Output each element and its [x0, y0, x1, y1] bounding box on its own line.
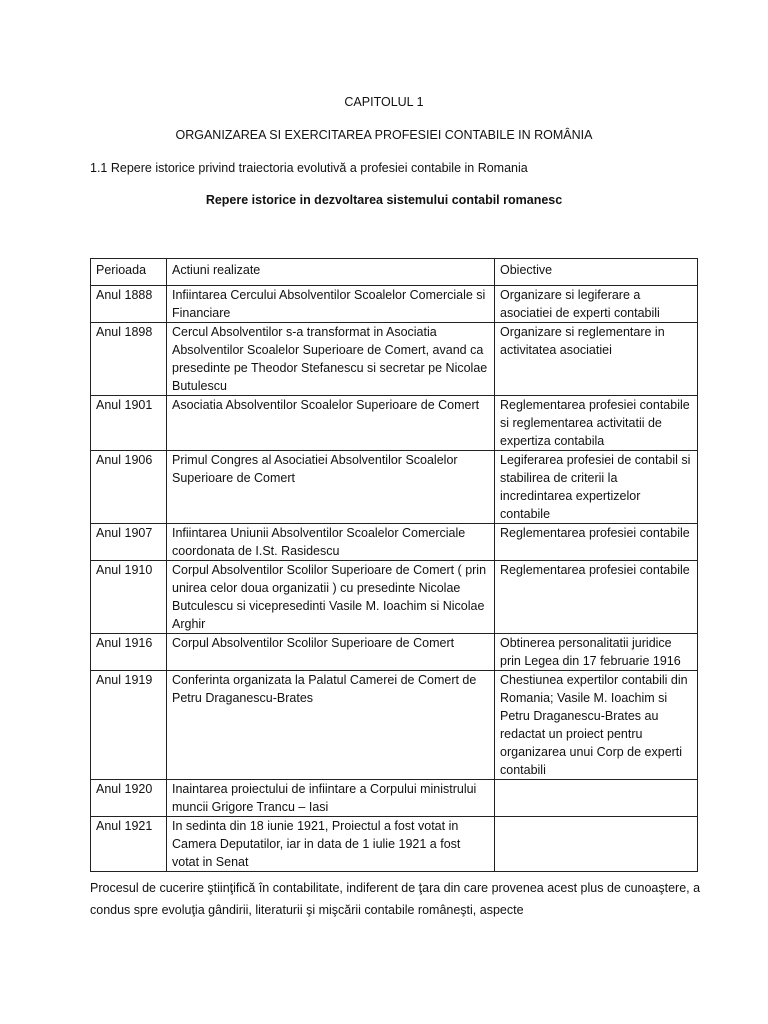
body-paragraph: Procesul de cucerire ştiinţifică în contabilitate, indiferent de ţara din care provenea acest plus de cunoaştere, a condus spre evoluţia gândirii, literaturii şi mişcării contabile româneşti, aspecte [90, 881, 701, 917]
cell-action: Corpul Absolventilor Scolilor Superioare de Comert [167, 634, 495, 671]
cell-period: Anul 1910 [91, 561, 167, 634]
cell-objective [495, 780, 698, 817]
section-heading: 1.1 Repere istorice privind traiectoria evolutivă a profesiei contabile in Romania [90, 161, 528, 175]
cell-objective: Obtinerea personalitatii juridice prin Legea din 17 februarie 1916 [495, 634, 698, 671]
table-row [91, 561, 698, 634]
chapter-title: ORGANIZAREA SI EXERCITAREA PROFESIEI CONTABILE IN ROMÂNIA [175, 128, 593, 142]
cell-objective: Reglementarea profesiei contabile [495, 561, 698, 634]
header-period: Perioada [91, 259, 167, 286]
table-title: Repere istorice in dezvoltarea sistemului contabil romanesc [205, 193, 563, 207]
cell-action: In sedinta din 18 iunie 1921, Proiectul a fost votat in Camera Deputatilor, iar in data de 1 iulie 1921 a fost votat in Senat [167, 817, 495, 872]
table-row [91, 780, 698, 817]
header-actions: Actiuni realizate [167, 259, 495, 286]
table-row [91, 323, 698, 396]
cell-action: Cercul Absolventilor s-a transformat in Asociatia Absolventilor Scoalelor Superioare de Comert, avand ca presedinte pe Theodor Stefanescu si secretar pe Nicolae Butulescu [167, 323, 495, 396]
table-row [91, 286, 698, 323]
cell-period: Anul 1920 [91, 780, 167, 817]
cell-objective [495, 817, 698, 872]
cell-period: Anul 1898 [91, 323, 167, 396]
table-row [91, 634, 698, 671]
cell-period: Anul 1921 [91, 817, 167, 872]
table-header-row [91, 259, 698, 286]
cell-action: Infiintarea Uniunii Absolventilor Scoalelor Comerciale coordonata de I.St. Rasidescu [167, 524, 495, 561]
cell-objective: Organizare si legiferare a asociatiei de experti contabili [495, 286, 698, 323]
cell-action: Corpul Absolventilor Scolilor Superioare de Comert ( prin unirea celor doua organizatii ) cu presedinte Nicolae Butculescu si vicepresedinti Vasile M. Ioachim si Nicolae Arghir [167, 561, 495, 634]
cell-action: Asociatia Absolventilor Scoalelor Superioare de Comert [167, 396, 495, 451]
cell-action: Inaintarea proiectului de infiintare a Corpului ministrului muncii Grigore Trancu – Iasi [167, 780, 495, 817]
cell-period: Anul 1907 [91, 524, 167, 561]
cell-period: Anul 1906 [91, 451, 167, 524]
cell-period: Anul 1901 [91, 396, 167, 451]
table-row [91, 451, 698, 524]
cell-action: Primul Congres al Asociatiei Absolventilor Scoalelor Superioare de Comert [167, 451, 495, 524]
table-row [91, 396, 698, 451]
cell-action: Conferinta organizata la Palatul Camerei de Comert de Petru Draganescu-Brates [167, 671, 495, 780]
cell-objective: Reglementarea profesiei contabile si reglementarea activitatii de expertiza contabila [495, 396, 698, 451]
table-row [91, 817, 698, 872]
cell-objective: Organizare si reglementare in activitatea asociatiei [495, 323, 698, 396]
table-row [91, 524, 698, 561]
cell-objective: Reglementarea profesiei contabile [495, 524, 698, 561]
cell-objective: Chestiunea expertilor contabili din Romania; Vasile M. Ioachim si Petru Draganescu-Brates au redactat un proiect pentru organizarea unui Corp de experti contabili [495, 671, 698, 780]
header-objectives: Obiective [495, 259, 698, 286]
cell-period: Anul 1916 [91, 634, 167, 671]
cell-objective: Legiferarea profesiei de contabil si stabilirea de criterii la incredintarea expertizelor contabile [495, 451, 698, 524]
chapter-heading: CAPITOLUL 1 [344, 95, 424, 109]
table-row [91, 671, 698, 780]
cell-action: Infiintarea Cercului Absolventilor Scoalelor Comerciale si Financiare [167, 286, 495, 323]
cell-period: Anul 1919 [91, 671, 167, 780]
cell-period: Anul 1888 [91, 286, 167, 323]
history-table [90, 258, 698, 872]
